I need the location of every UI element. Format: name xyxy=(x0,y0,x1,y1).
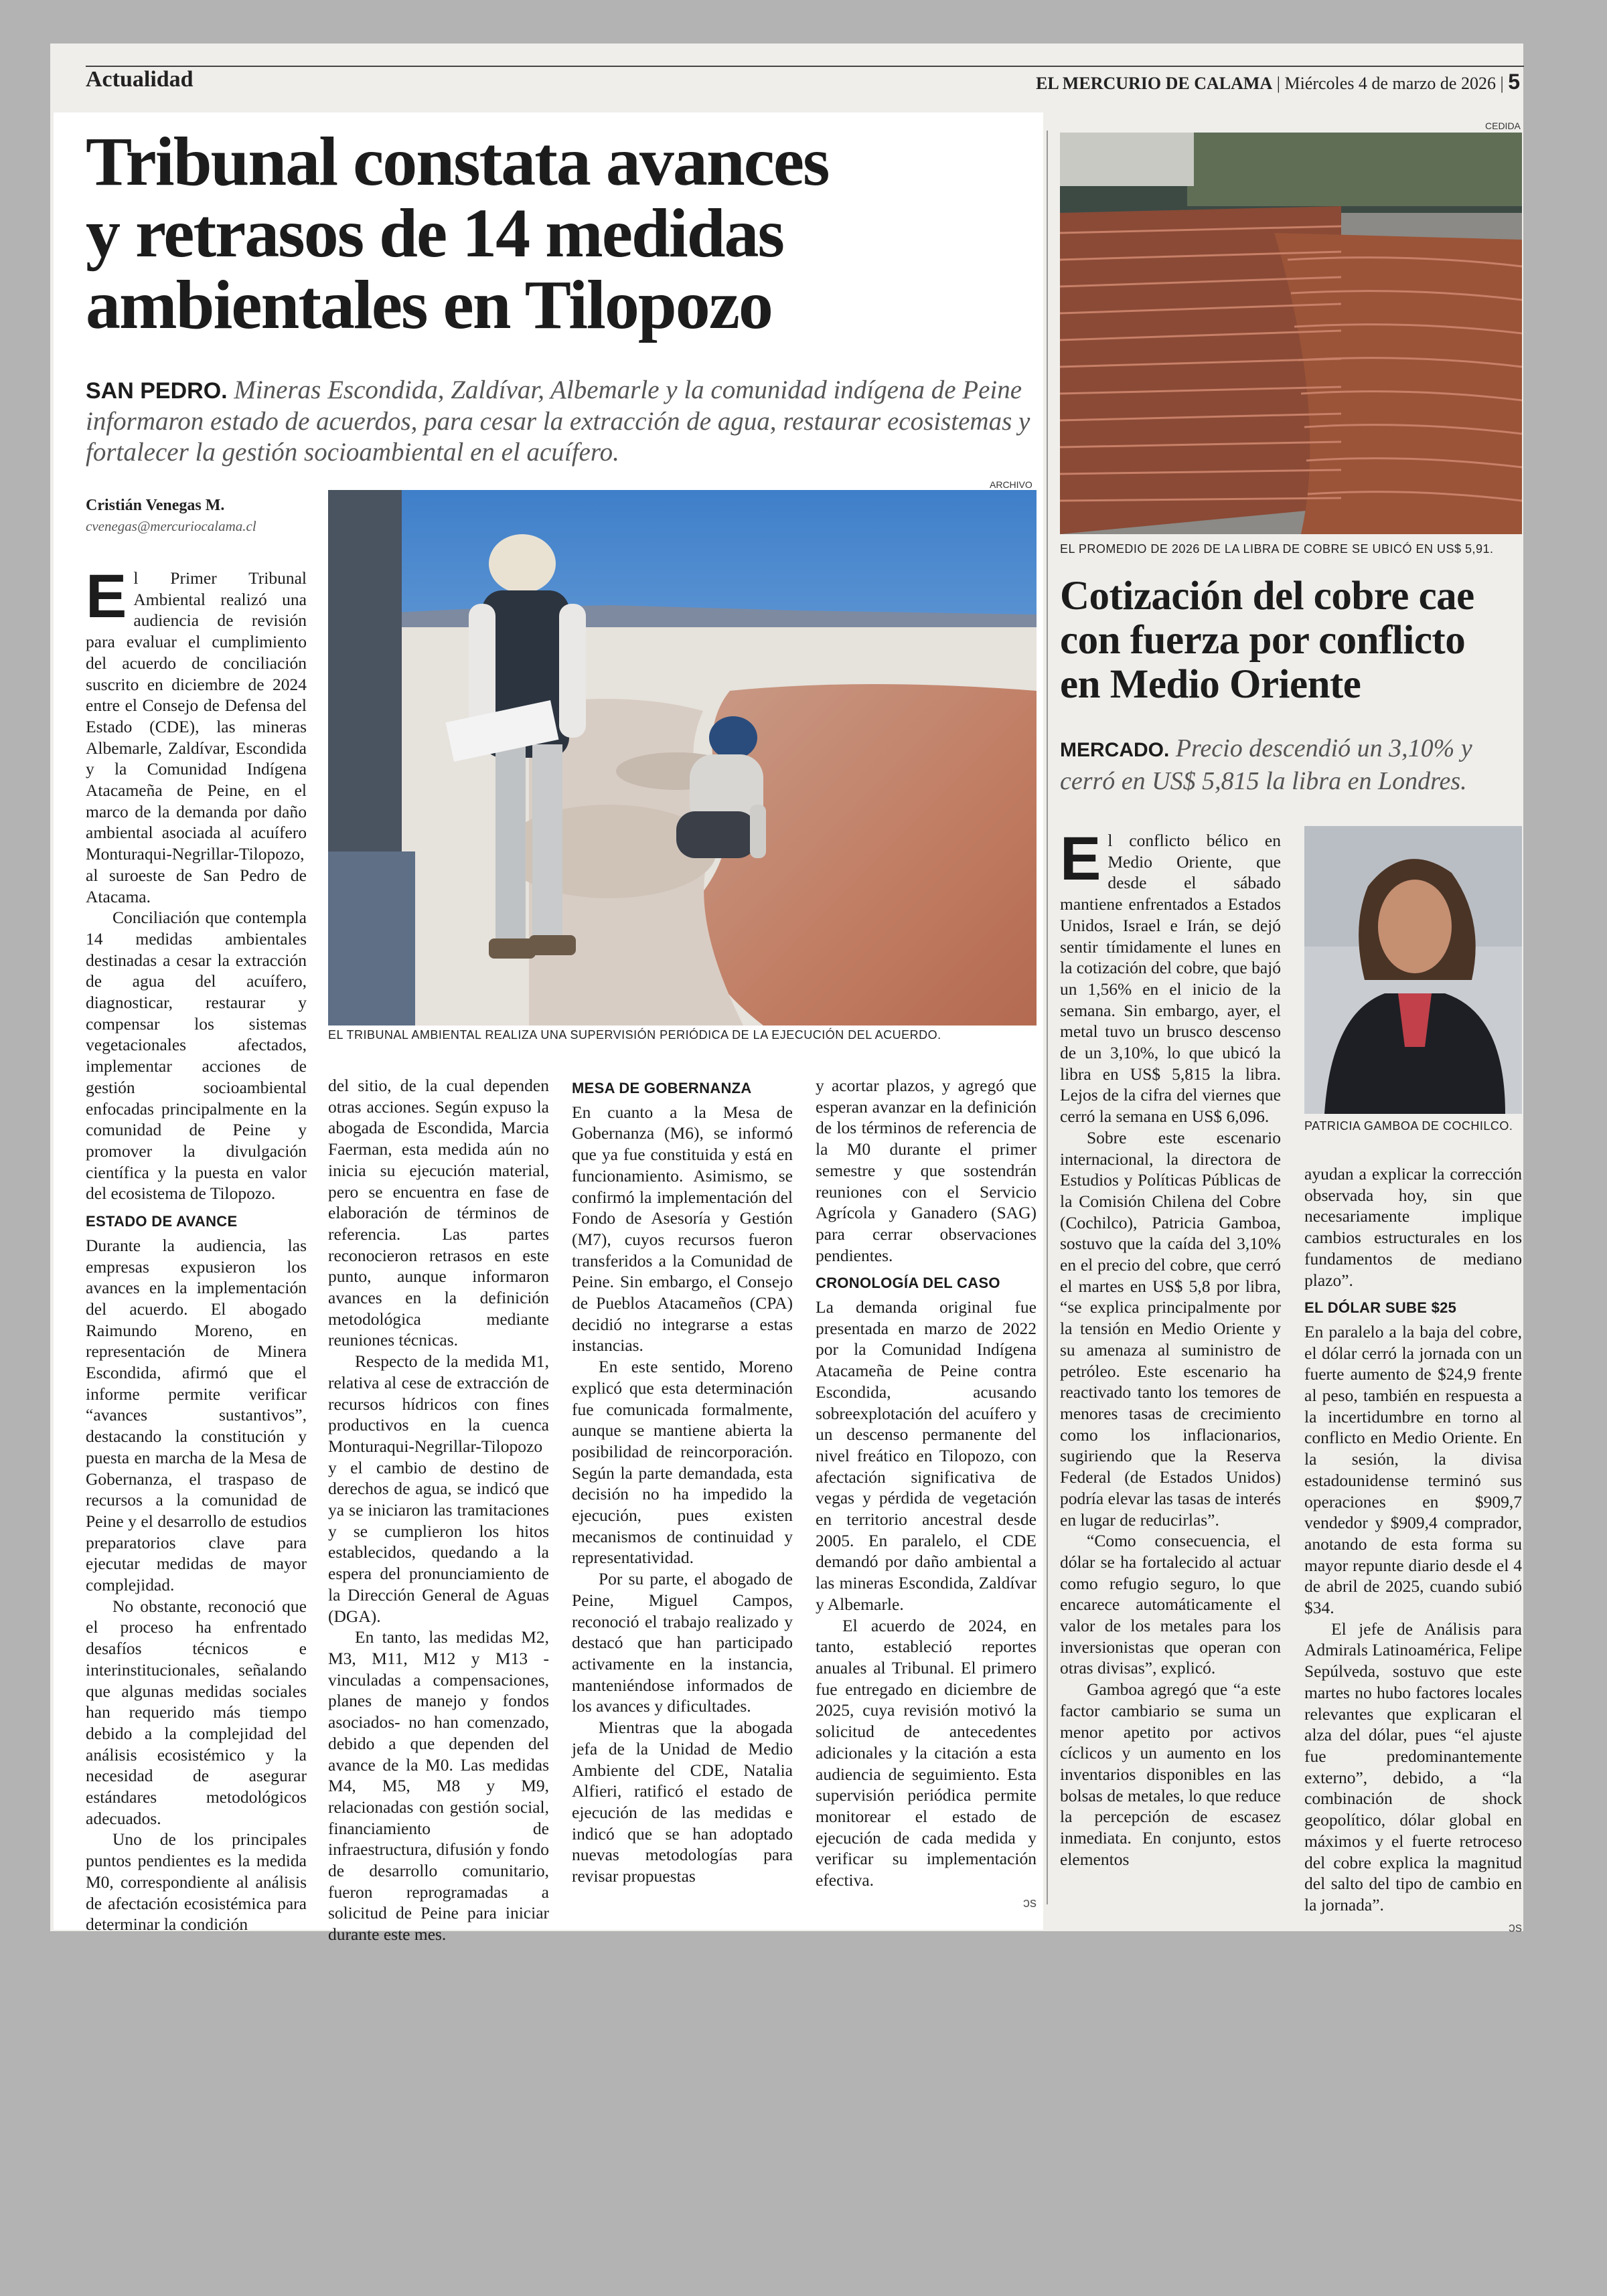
paragraph: En paralelo a la baja del cobre, el dólar cerró la jornada con un fuerte aumento de $24,9 frente al peso, también en respuesta a la incertidumbre en torno al conflicto en Medio Oriente. En la sesión, la divisa estadounidense terminó sus operaciones en $909,7 vendedor y $909,4 comprador, anotando de esta forma su mayor repunte diario desde el 4 de abril de 2025, cuando subió $34. xyxy=(1304,1321,1522,1618)
lead-kicker: SAN PEDRO. xyxy=(86,378,228,404)
paragraph: El jefe de Análisis para Admirals Latinoamérica, Felipe Sepúlveda, sostuvo que este martes no hubo factores locales relevantes que explicaran el alza del dólar, pues “el ajuste fue predominantemente externo”, debido, a “la combinación de shock geopolítico, dólar global en máximos y el fuerte retroceso del cobre explica la magnitud del salto del tipo de cambio en la jornada”. xyxy=(1304,1619,1523,1914)
photo-credit: ARCHIVO xyxy=(990,479,1032,490)
subheading: MESA DE GOBERNANZA xyxy=(572,1080,752,1096)
drop-cap: E xyxy=(1060,825,1101,893)
end-mark: ↄs xyxy=(1023,1895,1037,1910)
paragraph: En este sentido, Moreno explicó que esta determinación fue comunicada formalmente, aunque se mantiene abierta la posibilidad de reincorporación. Según la parte demandada, esta decisión no ha impedido la ejecución, pues existen mecanismos de continuidad y representatividad. xyxy=(572,1357,793,1568)
copper-photo xyxy=(1060,133,1522,534)
paragraph: En tanto, las medidas M2, M3, M11, M12 y M13 -vinculadas a compensaciones, planes de manejo y fondos asociados- no han comenzado, debido a que dependen del avance de la M0. Las medidas M4, M5, M8 y M9, relacionadas con gestión social, financiamiento de infraestructura, difusión y fondo de desarrollo comunitario, fueron reprogramadas a solicitud de Peine para iniciar durante este mes. xyxy=(328,1627,549,1945)
folio-separator: | xyxy=(1276,74,1285,93)
paragraph: Por su parte, el abogado de Peine, Miguel Campos, reconoció el trabajo realizado y destacó que han participado activamente en la instancia, manteniéndose informados de los avances y dificultades. xyxy=(572,1569,793,1716)
paragraph: El acuerdo de 2024, en tanto, estableció reportes anuales al Tribunal. El primero fue entregado en diciembre de 2025, cuya revisión motivó la solicitud de antecedentes adicionales y la citación a esta audiencia de seguimiento. Esta supervisión periódica permite monitorear el estado de ejecución de cada medida y verificar su implementación efectiva. xyxy=(816,1615,1037,1890)
lead-kicker: MERCADO. xyxy=(1060,739,1170,761)
section-label: Actualidad xyxy=(86,67,194,92)
article-column-1 xyxy=(86,562,307,1935)
article-column-3 xyxy=(572,1071,793,1887)
side-column-2 xyxy=(1304,1163,1522,1939)
end-mark-line xyxy=(816,1891,1037,1914)
side-column-1 xyxy=(1060,825,1281,1870)
article-column-4 xyxy=(816,1075,1037,1914)
main-headline xyxy=(86,123,1023,343)
headline-line: y retrasos de 14 medidas xyxy=(86,195,784,272)
headline-line: Cotización del cobre cae xyxy=(1060,574,1474,619)
paragraph: ayudan a explicar la corrección observada hoy, sin que necesariamente implique cambios estructurales en los fundamentos de mediano plazo”. xyxy=(1304,1164,1522,1290)
paragraph: Respecto de la medida M1, relativa al cese de extracción de recursos hídricos con fines productivos en la cuenca Monturaqui-Negrillar-Tilopozo y el cambio de destino de derechos de agua, se indicó que ya se iniciaron las tramitaciones y se cumplieron los hitos establecidos, quedando a la espera del pronunciamiento de la Dirección General de Aguas (DGA). xyxy=(328,1351,549,1626)
folio-separator: | xyxy=(1500,74,1509,93)
paragraph: y acortar plazos, y agregó que esperan avanzar en la definición de los términos de referencia de la M0 durante el primer semestre y que sostendrán reuniones con el Servicio Agrícola y Ganadero (SAG) para cerrar observaciones pendientes. xyxy=(816,1076,1037,1265)
author-email: cvenegas@mercuriocalama.cl xyxy=(86,518,256,534)
paragraph: Sobre este escenario internacional, la directora de Estudios y Políticas Públicas de la Comisión Chilena del Cobre (Cochilco), Patricia Gamboa, sostuvo que la caída del 3,10% en el precio del cobre, que cerró el martes en US$ 5,8 por libra, “se explica principalmente por la tensión en Medio Oriente y su amenaza al suministro de petróleo. Este escenario ha reactivado tanto los temores de menores tasas de crecimiento como los inflacionarios, sugiriendo que la Reserva Federal (de Estados Unidos) podría elevar las tasas de interés en lugar de reducirlas”. xyxy=(1060,1127,1281,1530)
header-rule xyxy=(86,66,1524,67)
subheading: EL DÓLAR SUBE $25 xyxy=(1304,1299,1457,1317)
copper-cathodes-photo xyxy=(1060,133,1522,534)
side-photo-credit: CEDIDA xyxy=(1485,120,1521,131)
paragraph: No obstante, reconoció que el proceso ha enfrentado desafíos técnicos e interinstitucionales, señalando que algunas medidas sociales han requerido más tiempo debido a la complejidad del análisis ecosistémico y la necesidad de asegurar estándares metodológicos adecuados. xyxy=(86,1596,307,1828)
portrait-caption: PATRICIA GAMBOA DE COCHILCO. xyxy=(1304,1119,1513,1133)
headline-line: con fuerza por conflicto xyxy=(1060,618,1466,663)
publication-name: EL MERCURIO DE CALAMA xyxy=(1036,74,1273,93)
paragraph: l conflicto bélico en Medio Oriente, que desde el sábado mantiene enfrentados a Estados Unidos, Israel e Irán, se dejó sentir tímidamente el lunes en la cotización del cobre, que bajó un 1,56% en el inicio de la semana. Sin embargo, ayer, el metal tuvo un brusco descenso de un 3,10%, lo que ubicó la libra en US$ 5,815 la libra. Lejos de la cifra del viernes que cerró la semana en US$ 6,096. xyxy=(1060,831,1281,1127)
lead-text: Precio descendió un 3,10% y cerró en US$ 5,815 la libra en Londres. xyxy=(1060,734,1472,795)
drop-cap: E xyxy=(86,562,127,631)
portrait-photo xyxy=(1304,826,1522,1114)
column-divider xyxy=(1047,131,1048,1904)
paragraph: “Como consecuencia, el dólar se ha fortalecido al actuar como refugio seguro, lo que encarece automáticamente el valor de los metales para los inversionistas que operan con otras divisas”, explicó. xyxy=(1060,1531,1281,1678)
portrait-image xyxy=(1304,826,1522,1114)
paragraph: Gamboa agregó que “a este factor cambiario se suma un menor apetito por activos cíclicos y un aumento en los inventarios disponibles en las bolsas de metales, lo que reduce la percepción de escasez inmediata. En conjunto, estos elementos xyxy=(1060,1679,1281,1869)
end-mark-line xyxy=(1304,1916,1522,1939)
page-folio xyxy=(1036,70,1520,94)
article-column-2 xyxy=(328,1075,549,1945)
paragraph: Mientras que la abogada jefa de la Unidad de Medio Ambiente del CDE, Natalia Alfieri, ratificó el estado de ejecución de las medidas e indicó que se han adoptado nuevas metodologías para revisar propuestas xyxy=(572,1718,793,1886)
main-photo-caption: EL TRIBUNAL AMBIENTAL REALIZA UNA SUPERVISIÓN PERIÓDICA DE LA EJECUCIÓN DEL ACUERDO. xyxy=(328,1028,941,1042)
copper-photo-caption: EL PROMEDIO DE 2026 DE LA LIBRA DE COBRE SE UBICÓ EN US$ 5,91. xyxy=(1060,542,1494,556)
salt-flat-field-photo xyxy=(328,490,1037,1026)
side-headline xyxy=(1060,574,1515,707)
paragraph: En cuanto a la Mesa de Gobernanza (M6), se informó que ya fue constituida y está en funcionamiento. Asimismo, se confirmó la implementación del Fondo de Asesoría y Gestión (M7), cuyos recursos fueron transferidos a la Comunidad de Peine. Sin embargo, el Consejo de Pueblos Atacameños (CPA) decidió no integrarse a estas instancias. xyxy=(572,1102,793,1356)
lead-text: Mineras Escondida, Zaldívar, Albemarle y la comunidad indígena de Peine informaron estado de acuerdos, para cesar la extracción de agua, restaurar ecosistemas y fortalecer la gestión socioambiental en el acuífero. xyxy=(86,376,1030,467)
paragraph: Conciliación que contempla 14 medidas ambientales destinadas a cesar la extracción de agua del acuífero, diagnosticar, restaurar y compensar los sistemas vegetacionales afectados, implementar acciones de gestión socioambiental enfocadas principalmente en la comunidad de Peine y promover la divulgación científica y la puesta en valor del ecosistema de Tilopozo. xyxy=(86,908,307,1204)
headline-line: en Medio Oriente xyxy=(1060,662,1361,707)
main-lead xyxy=(86,375,1037,468)
author-byline: Cristián Venegas M. xyxy=(86,497,225,514)
paragraph: La demanda original fue presentada en marzo de 2022 por la Comunidad Indígena Atacameña de Peine contra Escondida, acusando sobreexplotación del acuífero y un descenso permanente del nivel freático en Tilopozo, con afectación significativa de vegas y pérdida de vegetación en territorio ancestral desde 2005. En paralelo, el CDE demandó por daño ambiental a las mineras Escondida, Zaldívar y Albemarle. xyxy=(816,1297,1037,1614)
publication-date: Miércoles 4 de marzo de 2026 xyxy=(1284,74,1496,93)
page-number: 5 xyxy=(1508,70,1520,94)
headline-line: Tribunal constata avances xyxy=(86,123,829,200)
paragraph: del sitio, de la cual dependen otras acciones. Según expuso la abogada de Escondida, Marcia Faerman, esta medida aún no inicia su ejecución material, pero se encuentra en fase de elaboración de términos de referencia. Las partes reconocieron retrasos en este punto, aunque informaron avances en la definición metodológica mediante reuniones técnicas. xyxy=(328,1076,549,1350)
paragraph: l Primer Tribunal Ambiental realizó una audiencia de revisión para evaluar el cumplimiento del acuerdo de conciliación suscrito en diciembre de 2024 entre el Consejo de Defensa del Estado (CDE), las mineras Albemarle, Zaldívar, Escondida y la Comunidad Indígena Atacameña de Peine, en el marco de la demanda por daño ambiental asociada al acuífero Monturaqui-Negrillar-Tilopozo, al suroeste de San Pedro de Atacama. xyxy=(86,568,307,906)
headline-line: ambientales en Tilopozo xyxy=(86,266,772,343)
main-photo xyxy=(328,490,1037,1026)
end-mark: ↄs xyxy=(1509,1920,1522,1935)
subheading: ESTADO DE AVANCE xyxy=(86,1213,238,1230)
paragraph: Uno de los principales puntos pendientes es la medida M0, correspondiente al análisis de afectación ecosistémica para determinar la condición xyxy=(86,1829,307,1935)
paragraph: Durante la audiencia, las empresas expusieron los avances en la implementación del acuerdo. El abogado Raimundo Moreno, en representación de Minera Escondida, afirmó que el informe permite verificar “avances sustantivos”, destacando la constitución y puesta en marcha de la Mesa de Gobernanza, el traspaso de recursos a la comunidad de Peine y el desarrollo de estudios preparatorios clave para ejecutar medidas de mayor complejidad. xyxy=(86,1235,307,1595)
subheading: CRONOLOGÍA DEL CASO xyxy=(816,1275,1000,1292)
side-lead xyxy=(1060,733,1515,797)
